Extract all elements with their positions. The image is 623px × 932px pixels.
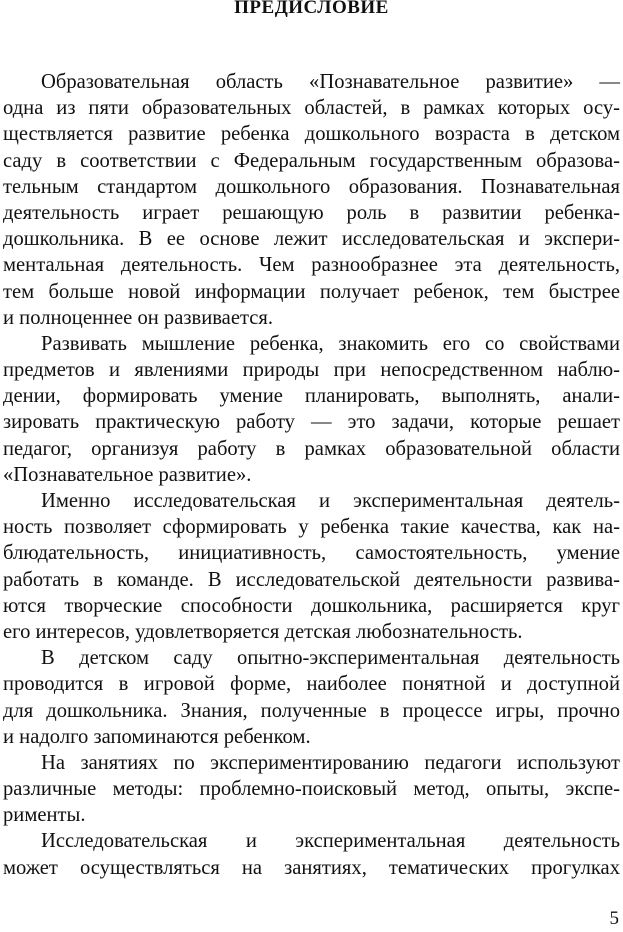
text-line: Исследовательская и экспериментальная деятельность (41, 830, 620, 853)
text-line: Образовательная область «Познавательное развитие» — (41, 71, 620, 93)
text-line: различные методы: проблемно-поисковый метод, опыты, экспе- (3, 778, 620, 801)
text-line: педагог, организуя работу в рамках образовательной области (3, 437, 620, 460)
text-line: и полноценнее он развивается. (3, 306, 273, 329)
text-line: зировать практическую работу — это задачи, которые решает (3, 411, 620, 434)
text-line: дошкольника. В ее основе лежит исследовательская и экспери- (3, 228, 620, 251)
section-heading: ПРЕДИСЛОВИЕ (234, 0, 389, 18)
body-text (3, 69, 620, 881)
text-line: деятельность играет решающую роль в развитии ребенка- (3, 201, 620, 224)
text-line: дении, формировать умение планировать, выполнять, анали- (3, 385, 620, 408)
text-line: и надолго запоминаются ребенком. (3, 725, 311, 748)
text-line: На занятиях по экспериментированию педагоги используют (41, 751, 620, 774)
text-line: ментальная деятельность. Чем разнообразнее эта деятельность, (3, 254, 620, 277)
text-line: одна из пяти образовательных областей, в рамках которых осу- (3, 97, 620, 120)
text-line: для дошкольника. Знания, полученные в процессе игры, прочно (3, 699, 620, 722)
text-line: Именно исследовательская и экспериментальная деятель- (41, 490, 620, 512)
text-line: блюдательность, инициативность, самостоятельность, умение (3, 542, 620, 565)
text-line: работать в команде. В исследовательской деятельности развива- (3, 568, 620, 591)
text-line: его интересов, удовлетворяется детская любознательность. (3, 620, 523, 643)
text-line: саду в соответствии с Федеральным государственным образова- (3, 149, 620, 172)
text-line: Развивать мышление ребенка, знакомить его со свойствами (41, 332, 620, 355)
page-number: 5 (609, 908, 619, 929)
text-line: тем больше новой информации получает ребенок, тем быстрее (3, 280, 620, 303)
text-line: В детском саду опытно-экспериментальная деятельность (41, 647, 620, 670)
text-line: рименты. (3, 804, 86, 827)
text-line: проводится в игровой форме, наиболее понятной и доступной (3, 673, 620, 696)
text-line: ществляется развитие ребенка дошкольного возраста в детском (3, 123, 620, 146)
text-line: тельным стандартом дошкольного образования. Познавательная (3, 175, 620, 198)
text-line: «Познавательное развитие». (3, 463, 252, 486)
text-line: предметов и явлениями природы при непосредственном наблю- (3, 359, 620, 382)
text-line: ность позволяет сформировать у ребенка такие качества, как на- (3, 516, 620, 539)
text-line: ются творческие способности дошкольника, расширяется круг (3, 594, 620, 617)
text-line: может осуществляться на занятиях, тематических прогулках (3, 856, 620, 879)
